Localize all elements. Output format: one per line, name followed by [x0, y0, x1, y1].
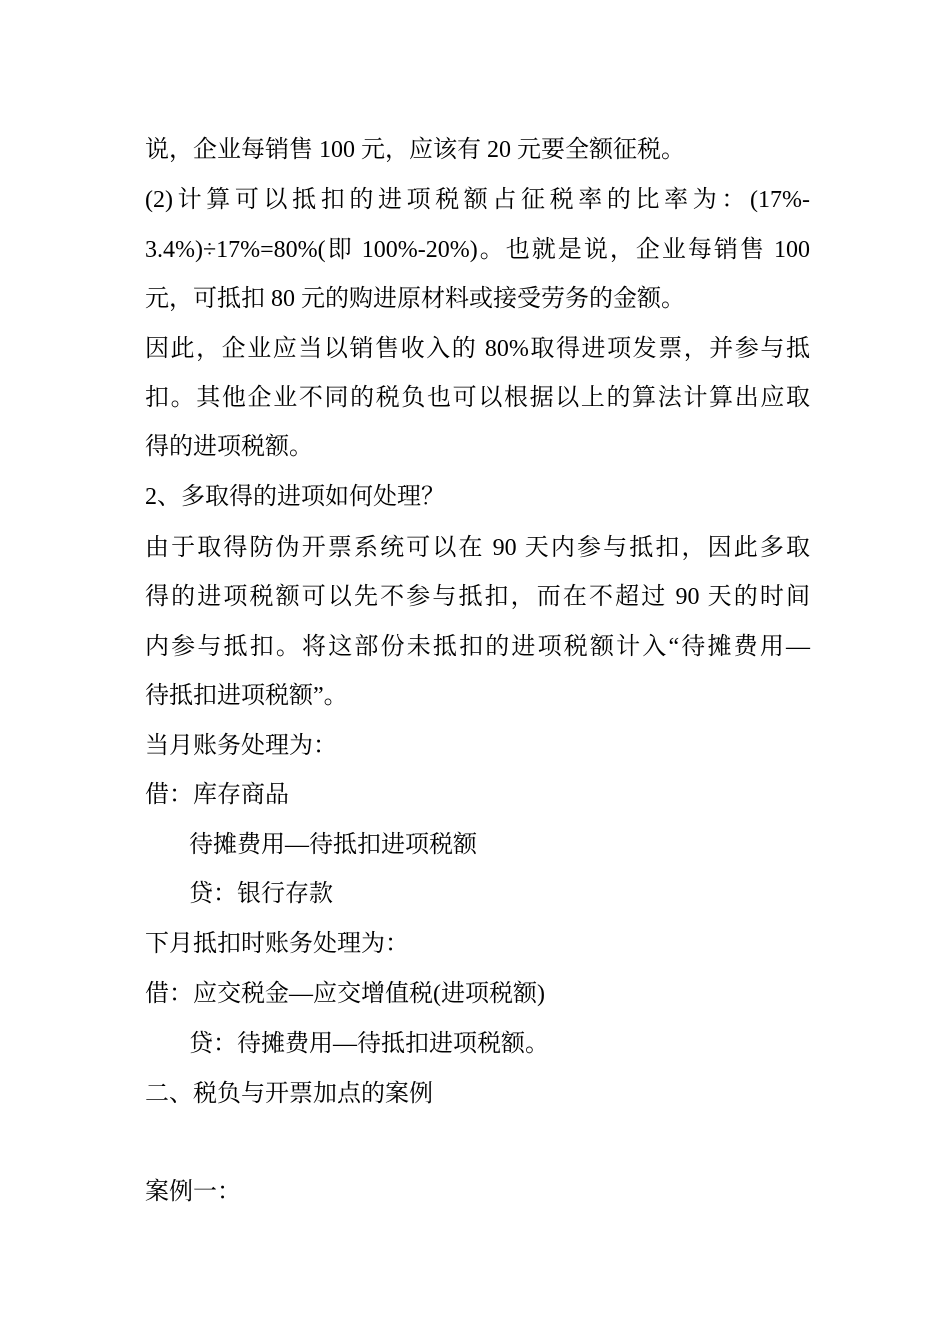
journal-entry-line: 借：应交税金—应交增值税(进项税额): [145, 981, 545, 1007]
journal-entry-line: 贷：待摊费用—待抵扣进项税额。: [189, 1031, 549, 1057]
text-line: 扣。其他企业不同的税负也可以根据以上的算法计算出应取: [145, 385, 810, 411]
text-line: 元，可抵扣 80 元的购进原材料或接受劳务的金额。: [145, 286, 685, 312]
section-heading: 2、多取得的进项如何处理？: [145, 484, 445, 510]
text-line: 3.4%)÷17%=80%(即 100%-20%)。也就是说，企业每销售 100: [145, 237, 810, 263]
text-line: 得的进项税额。: [145, 434, 313, 460]
text-line: 下月抵扣时账务处理为：: [145, 931, 409, 957]
text-line: 因此，企业应当以销售收入的 80%取得进项发票，并参与抵: [145, 336, 810, 362]
section-heading: 二、税负与开票加点的案例: [145, 1081, 433, 1107]
journal-entry-line: 贷：银行存款: [189, 881, 333, 907]
text-line: 待抵扣进项税额”。: [145, 683, 348, 709]
journal-entry-line: 待摊费用—待抵扣进项税额: [189, 832, 477, 858]
journal-entry-line: 借：库存商品: [145, 782, 289, 808]
text-line: (2)计算可以抵扣的进项税额占征税率的比率为：(17%-: [145, 187, 810, 213]
text-line: 当月账务处理为：: [145, 733, 337, 759]
text-line: 内参与抵扣。将这部份未抵扣的进项税额计入“待摊费用—: [145, 634, 810, 660]
text-line: 说，企业每销售 100 元，应该有 20 元要全额征税。: [145, 137, 685, 163]
text-line: 得的进项税额可以先不参与抵扣，而在不超过 90 天的时间: [145, 584, 810, 610]
text-line: 由于取得防伪开票系统可以在 90 天内参与抵扣，因此多取: [145, 535, 810, 561]
case-heading: 案例一：: [145, 1179, 241, 1205]
